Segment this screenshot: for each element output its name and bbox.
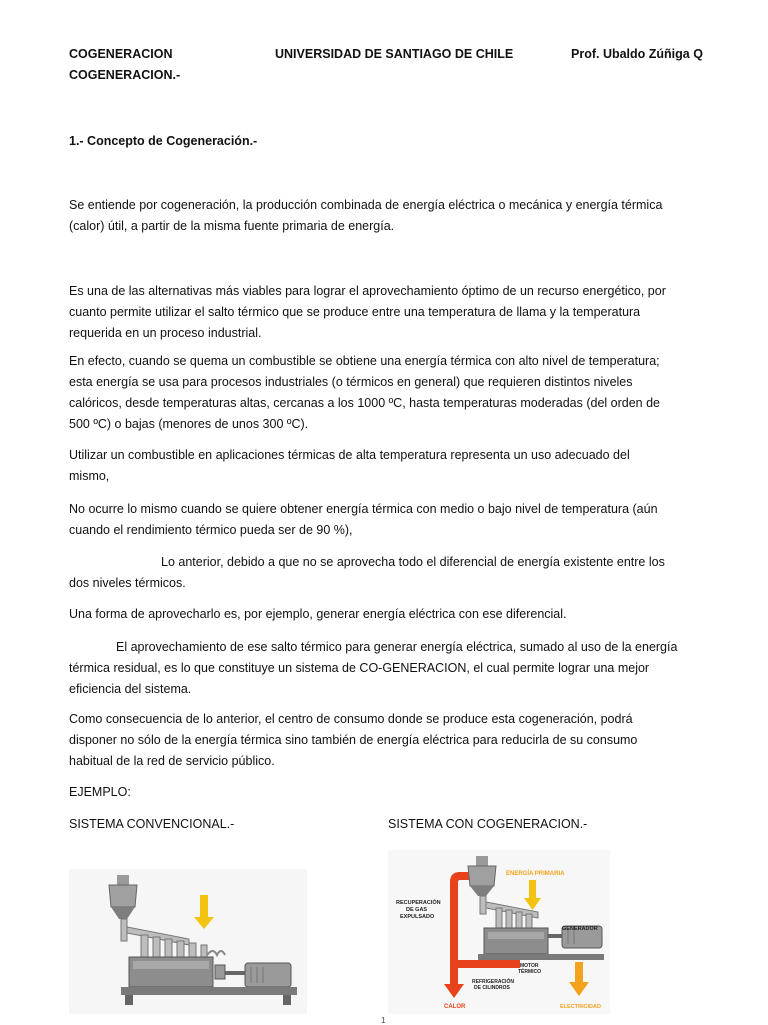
paragraph-3 (69, 351, 709, 435)
text-line: eficiencia del sistema. (69, 682, 192, 696)
text-line: calóricos, desde temperaturas altas, cercanas a los 1000 ºC, hasta temperaturas moderadas (del orden de (69, 396, 660, 410)
primary-energy-arrow (194, 895, 214, 929)
conventional-system-diagram (69, 869, 307, 1014)
text-line: mismo, (69, 469, 110, 483)
text-line: Utilizar un combustible en aplicaciones térmicas de alta temperatura representa un uso adecuado del (69, 448, 630, 462)
cogeneration-system-title: SISTEMA CON COGENERACION.- (388, 817, 588, 831)
text-line: esta energía se usa para procesos industriales (o térmicos en general) que requieren distintos niveles (69, 375, 633, 389)
text-line: Lo anterior, debido a que no se aprovecha todo el diferencial de energía existente entre los (161, 555, 665, 569)
text-line: El aprovechamiento de ese salto térmico para generar energía eléctrica, sumado al uso de la energía (116, 640, 678, 654)
paragraph-4 (69, 445, 709, 487)
machine-base (478, 954, 604, 960)
label-calor: CALOR (444, 1004, 466, 1010)
conventional-system-title: SISTEMA CONVENCIONAL.- (69, 817, 235, 831)
text-line: dos niveles térmicos. (69, 576, 186, 590)
label-refrigeracion-2: DE CILINDROS (474, 985, 510, 991)
text-line: cuanto permite utilizar el salto térmico que se produce entre una temperatura de llama y la temperatura (69, 305, 641, 319)
text-line: Una forma de aprovecharlo es, por ejemplo, generar energía eléctrica con ese diferencial. (69, 607, 567, 621)
generator (245, 963, 291, 987)
label-motor-1: MOTOR (520, 963, 539, 969)
header-professor: Prof. Ubaldo Zúñiga Q (571, 47, 703, 61)
electricity-arrow (569, 962, 589, 996)
text-line: 500 ºC) o bajas (menores de unos 300 ºC). (69, 417, 309, 431)
text-line: disponer no sólo de la energía térmica sino también de energía eléctrica para reducirla de su consumo (69, 733, 638, 747)
header-left-line2: COGENERACION.- (69, 68, 181, 82)
header-university: UNIVERSIDAD DE SANTIAGO DE CHILE (275, 47, 514, 61)
text-line: requerida en un proceso industrial. (69, 326, 262, 340)
label-refrigeracion-1: REFRIGERACIÓN (472, 979, 514, 985)
header-left-line1: COGENERACION (69, 47, 173, 61)
label-generador: GENERADOR (562, 926, 598, 932)
text-line: Como consecuencia de lo anterior, el centro de consumo donde se produce esta cogeneración, podrá (69, 712, 633, 726)
label-recuperacion-3: EXPULSADO (400, 914, 435, 920)
fuel-hopper (468, 856, 496, 896)
label-motor-2: TÉRMICO (518, 969, 542, 975)
machine-foot (125, 995, 133, 1005)
paragraph-6 (69, 552, 709, 594)
label-recuperacion-2: DE GAS (406, 907, 428, 913)
paragraph-1 (69, 195, 709, 237)
engine-block (484, 928, 564, 954)
fuel-hopper (109, 875, 137, 919)
page-marker: 1 (381, 1016, 386, 1025)
text-line: cuando el rendimiento térmico pueda ser de 90 %), (69, 523, 353, 537)
paragraph-5 (69, 499, 709, 541)
paragraph-8 (69, 637, 709, 700)
paragraph-9 (69, 709, 709, 772)
text-line: (calor) útil, a partir de la misma fuente primaria de energía. (69, 219, 395, 233)
machine-base (121, 987, 297, 995)
section-title: 1.- Concepto de Cogeneración.- (69, 134, 258, 148)
label-recuperacion-1: RECUPERACIÓN (396, 900, 441, 906)
paragraph-7 (69, 604, 709, 625)
text-line: habitual de la red de servicio público. (69, 754, 275, 768)
engine-pipes (121, 919, 207, 963)
label-electricidad: ELECTRICIDAD (560, 1004, 601, 1010)
text-line: Es una de las alternativas más viables para lograr el aprovechamiento óptimo de un recurso energético, por (69, 284, 666, 298)
text-line: térmica residual, es lo que constituye un sistema de CO-GENERACION, el cual permite lograr una mejor (69, 661, 650, 675)
primary-energy-arrow (524, 880, 541, 910)
cogeneration-system-diagram (388, 850, 610, 1014)
text-line: No ocurre lo mismo cuando se quiere obtener energía térmica con medio o bajo nivel de temperatura (aún (69, 502, 658, 516)
text-line: Se entiende por cogeneración, la producción combinada de energía eléctrica o mecánica y energía térmica (69, 198, 663, 212)
paragraph-2 (69, 281, 709, 344)
example-label: EJEMPLO: (69, 785, 131, 799)
machine-foot (283, 995, 291, 1005)
text-line: En efecto, cuando se quema un combustible se obtiene una energía térmica con alto nivel de temperatura; (69, 354, 660, 368)
label-energia-primaria: ENERGÍA PRIMARIA (506, 871, 565, 877)
